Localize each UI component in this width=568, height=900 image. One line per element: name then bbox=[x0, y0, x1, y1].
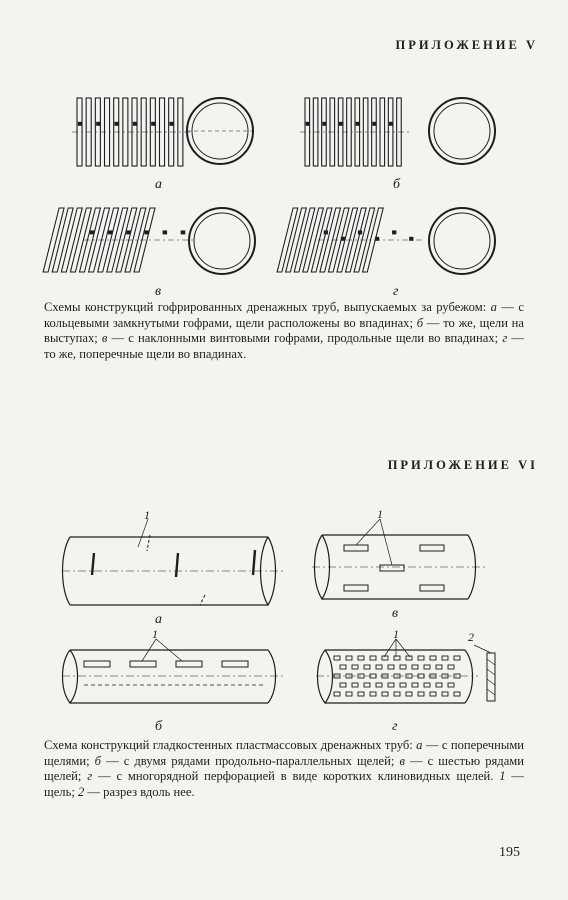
perforation-slot bbox=[424, 665, 430, 669]
caption-lead: Схема конструкций гладкостенных пластмассовых дренажных труб: bbox=[44, 738, 413, 752]
item-letter: г bbox=[87, 769, 93, 784]
callout-1-v: 1 bbox=[377, 507, 383, 521]
smooth-pipe-b bbox=[62, 639, 285, 703]
item-letter: б bbox=[416, 315, 424, 330]
perforation-slot bbox=[442, 692, 448, 696]
smooth-pipe-v bbox=[312, 519, 486, 599]
slot bbox=[170, 122, 175, 126]
item-text: с кольцевыми замкнутыми гофрами, щели расположены во впадинах; bbox=[44, 300, 524, 330]
item-letter: а bbox=[416, 738, 423, 752]
perforation-slot bbox=[394, 656, 400, 660]
perforation-slot bbox=[340, 683, 346, 687]
perforation-slot bbox=[346, 656, 352, 660]
corrugated-pipe-a bbox=[72, 98, 192, 166]
perforation-slot bbox=[382, 656, 388, 660]
callout-1-g: 1 bbox=[393, 627, 399, 641]
slot bbox=[144, 230, 149, 234]
item-text: то же, поперечные щели во впадинах. bbox=[44, 346, 247, 361]
label-g: г bbox=[392, 719, 398, 733]
perforation-slot bbox=[406, 656, 412, 660]
label-v: в bbox=[155, 284, 162, 298]
slot bbox=[181, 230, 186, 234]
item-text: с двумя рядами продольно-параллельных щелей; bbox=[123, 753, 395, 768]
perforation-slot bbox=[406, 692, 412, 696]
perforation-slot bbox=[388, 683, 394, 687]
slot bbox=[78, 122, 83, 126]
label-b: б bbox=[393, 177, 401, 192]
perforation-slot bbox=[388, 665, 394, 669]
item-text: с многорядной перфорацией в виде коротких клиновидных щелей. bbox=[116, 769, 494, 784]
pipe-cross-section-a bbox=[187, 98, 253, 164]
item-text: с наклонными винтовыми гофрами, продольные щели во впадинах; bbox=[128, 331, 499, 346]
perforation-slot bbox=[418, 656, 424, 660]
legend-num: 1 bbox=[499, 769, 506, 784]
corrugated-pipe-b bbox=[300, 98, 410, 166]
slot bbox=[163, 230, 168, 234]
slot bbox=[409, 237, 413, 241]
slot bbox=[339, 122, 343, 126]
perforation-slot bbox=[418, 692, 424, 696]
perforation-slot bbox=[430, 692, 436, 696]
item-letter: а bbox=[490, 300, 497, 314]
perforation-slot bbox=[334, 692, 340, 696]
perforation-slot bbox=[358, 692, 364, 696]
perforation-slot bbox=[382, 692, 388, 696]
item-letter: г bbox=[502, 331, 508, 346]
smooth-pipes-figure bbox=[0, 505, 568, 733]
perforation-slot bbox=[334, 656, 340, 660]
label-v: в bbox=[392, 606, 399, 621]
perforation-slot bbox=[448, 665, 454, 669]
slot bbox=[356, 122, 360, 126]
perforation-slot bbox=[430, 656, 436, 660]
slot bbox=[372, 122, 376, 126]
label-b: б bbox=[155, 719, 163, 733]
perforation-slot bbox=[370, 692, 376, 696]
slot bbox=[126, 230, 131, 234]
perforation-slot bbox=[364, 665, 370, 669]
perforation-slot bbox=[358, 656, 364, 660]
perforation-slot bbox=[376, 683, 382, 687]
item-letter: в bbox=[101, 331, 108, 346]
callout-1-a: 1 bbox=[144, 508, 150, 522]
slot bbox=[115, 122, 120, 126]
slot bbox=[90, 230, 95, 234]
label-a: а bbox=[155, 612, 162, 627]
perforation-slot bbox=[454, 692, 460, 696]
perforation-slot bbox=[436, 665, 442, 669]
smooth-pipe-g bbox=[316, 639, 495, 703]
item-text: то же, щели на выступах; bbox=[44, 315, 525, 346]
smooth-pipe-a bbox=[62, 519, 285, 605]
corrugated-pipe-v bbox=[43, 208, 194, 272]
pipe-cross-section-b bbox=[429, 98, 495, 164]
slot bbox=[324, 230, 328, 234]
perforation-slot bbox=[352, 683, 358, 687]
label-g: г bbox=[393, 284, 399, 298]
callout-2-g: 2 bbox=[468, 630, 474, 644]
perforation-slot bbox=[412, 665, 418, 669]
callout-1-b: 1 bbox=[152, 627, 158, 641]
slot bbox=[108, 230, 113, 234]
perforation-slot bbox=[448, 683, 454, 687]
item-letter: б bbox=[94, 753, 101, 768]
pipe-cross-section-g bbox=[429, 208, 495, 274]
perforation-slot bbox=[412, 683, 418, 687]
appendix-5-caption: Схемы конструкций гофрированных дренажных труб, выпускаемых за рубежом: а — с кольцевыми замкнутыми гофрами, щели расположены во впадинах; б — то же, щели на выступах; в — с наклонными винтовыми гофрами, продольные щели во впадинах; г — то же, поперечные щели во впадинах. bbox=[44, 300, 525, 361]
corrugated-pipe-g bbox=[277, 208, 422, 272]
item-letter: в bbox=[399, 753, 405, 768]
caption-lead: Схемы конструкций гофрированных дренажных труб, выпускаемых за рубежом: bbox=[44, 300, 487, 314]
perforation-slot bbox=[400, 683, 406, 687]
perforation-slot bbox=[346, 692, 352, 696]
perforation-slot bbox=[364, 683, 370, 687]
perforation-slot bbox=[352, 665, 358, 669]
pipe-cross-section-v bbox=[189, 208, 255, 274]
item-text: с поперечными щелями; bbox=[44, 738, 525, 768]
slot bbox=[358, 230, 362, 234]
perforation-slot bbox=[376, 665, 382, 669]
legend-text: щель; bbox=[44, 784, 75, 799]
perforation-slot bbox=[340, 665, 346, 669]
perforation-slot bbox=[424, 683, 430, 687]
perforation-slot bbox=[400, 665, 406, 669]
perforation-slot bbox=[394, 692, 400, 696]
appendix-6-caption: Схема конструкций гладкостенных пластмассовых дренажных труб: а — с поперечными щелями; б — с двумя рядами продольно-параллельных щелей; в — с шестью рядами щелей; г — с многорядной перфорацией в виде коротких клиновидных щелей. 1 — щель; 2 — разрез вдоль нее. bbox=[44, 738, 525, 799]
corrugated-pipes-figure bbox=[0, 88, 568, 298]
slot bbox=[306, 122, 310, 126]
slot bbox=[133, 122, 138, 126]
label-a: а bbox=[155, 177, 162, 192]
perforation-slot bbox=[454, 656, 460, 660]
legend-num: 2 bbox=[77, 784, 85, 799]
perforation-slot bbox=[370, 656, 376, 660]
slot bbox=[322, 122, 326, 126]
page-number: 195 bbox=[499, 845, 520, 860]
slot bbox=[151, 122, 156, 126]
slot bbox=[341, 237, 345, 241]
slot bbox=[389, 122, 393, 126]
perforation-slot bbox=[436, 683, 442, 687]
perforation-slot bbox=[442, 656, 448, 660]
slot bbox=[392, 230, 396, 234]
appendix-5-heading: ПРИЛОЖЕНИЕ V bbox=[395, 38, 538, 52]
item-text: с шестью рядами щелей; bbox=[44, 753, 525, 784]
slot bbox=[375, 237, 379, 241]
slot bbox=[96, 122, 101, 126]
appendix-6-heading: ПРИЛОЖЕНИЕ VI bbox=[387, 458, 538, 472]
legend-text: разрез вдоль нее. bbox=[103, 784, 195, 799]
